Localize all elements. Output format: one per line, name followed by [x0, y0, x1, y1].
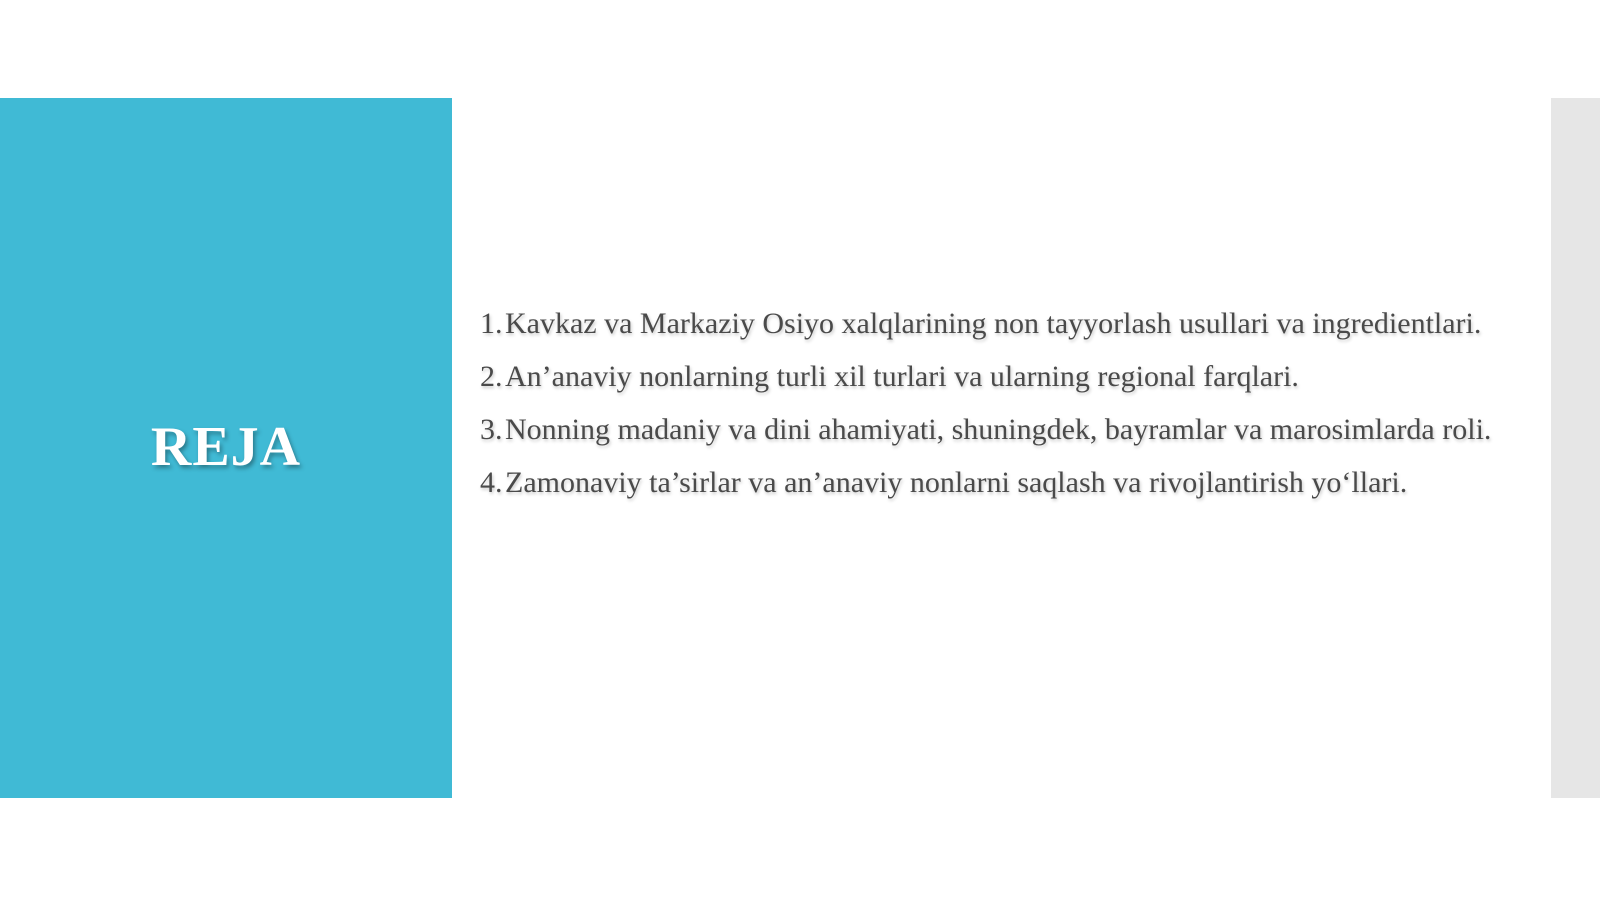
plan-item-1	[480, 306, 1540, 342]
plan-item-text: Zamonaviy ta’sirlar va an’anaviy nonlarni saqlash va rivojlantirish yo‘llari.	[505, 466, 1408, 499]
plan-item-4	[480, 465, 1540, 501]
content-area	[480, 306, 1540, 518]
title-panel	[0, 98, 452, 798]
plan-item-text: Kavkaz va Markaziy Osiyo xalqlarining non tayyorlash usullari va ingredientlari.	[505, 307, 1482, 340]
plan-item-2	[480, 359, 1540, 395]
plan-item-3	[480, 412, 1540, 448]
plan-item-number: 4.	[480, 466, 503, 499]
plan-item-text: Nonning madaniy va dini ahamiyati, shuningdek, bayramlar va marosimlarda roli.	[505, 413, 1492, 446]
plan-item-text: An’anaviy nonlarning turli xil turlari va ularning regional farqlari.	[505, 360, 1299, 393]
slide-title: REJA	[150, 416, 302, 478]
right-accent-strip	[1551, 98, 1600, 798]
plan-item-number: 2.	[480, 360, 503, 393]
plan-item-number: 1.	[480, 307, 503, 340]
plan-list	[480, 306, 1540, 501]
plan-item-number: 3.	[480, 413, 503, 446]
